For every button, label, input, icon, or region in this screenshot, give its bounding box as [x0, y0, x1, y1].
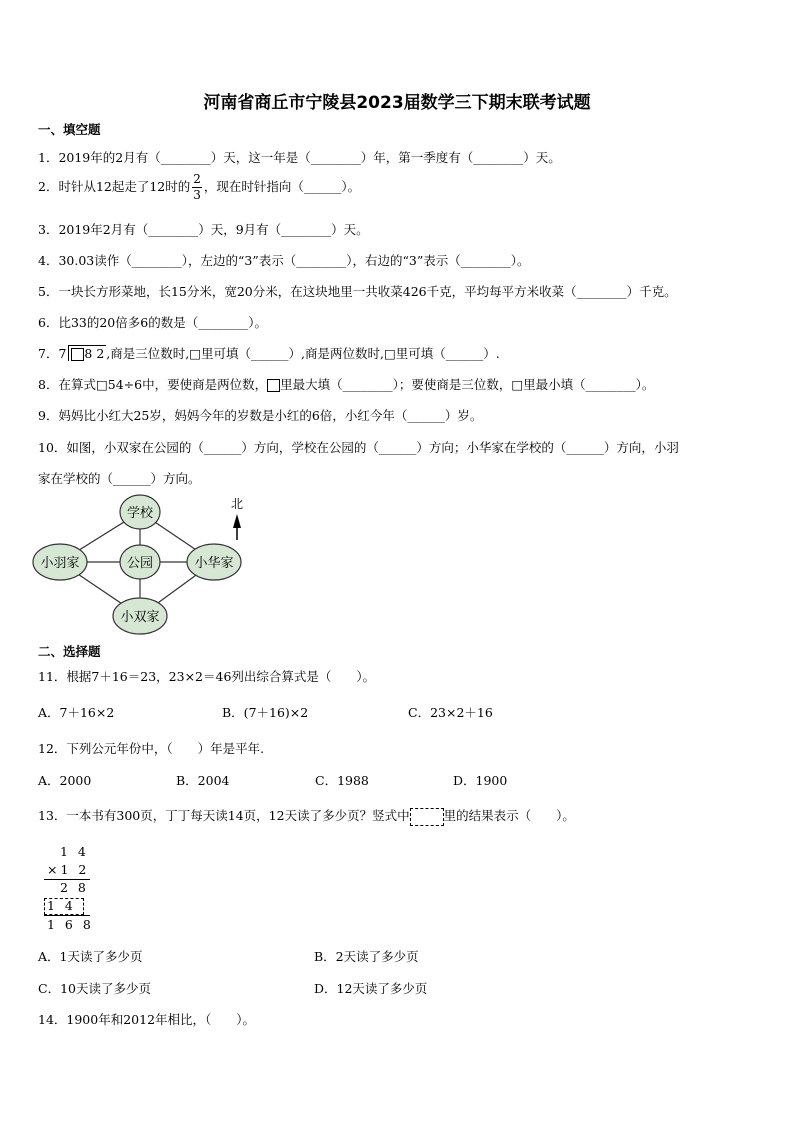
- q13-option-b[interactable]: B．2天读了多少页: [314, 949, 419, 964]
- fraction: [192, 172, 202, 203]
- question-8-pre: 8．在算式□54÷6中，要使商是两位数，: [38, 377, 268, 392]
- q12-option-d[interactable]: D．1900: [453, 773, 508, 788]
- question-1: 1．2019年的2月有（________）天，这一年是（________）年，第一季度有（________）天。: [38, 150, 561, 165]
- calc-line-2: [44, 915, 90, 916]
- label-xiaohua: 小华家: [194, 556, 234, 571]
- q12-option-c[interactable]: C．1988: [315, 773, 369, 788]
- page-title: 河南省商丘市宁陵县2023届数学三下期末联考试题: [203, 93, 591, 113]
- question-14: 14．1900年和2012年相比，（ ）。: [38, 1012, 256, 1027]
- q13-option-d[interactable]: D．12天读了多少页: [314, 981, 428, 996]
- question-2-post: ，现在时针指向（______）。: [203, 179, 361, 194]
- question-5: 5．一块长方形菜地，长15分米，宽20分米，在这块地里一共收菜426千克，平均每平方米收菜（________）千克。: [38, 284, 677, 299]
- label-park: 公园: [126, 556, 154, 571]
- calc-row-1: 1 4: [60, 844, 89, 859]
- question-6: 6．比33的20倍多6的数是（________）。: [38, 315, 267, 330]
- question-13-post: 里的结果表示（ ）。: [443, 808, 575, 823]
- question-13: [38, 806, 575, 826]
- q11-option-c[interactable]: C．23×2＋16: [408, 705, 493, 720]
- division-bracket: [68, 345, 106, 361]
- blank-box: [267, 379, 280, 392]
- question-4: 4．30.03读作（________），左边的“3”表示（________），右边的“3”表示（________）。: [38, 253, 530, 268]
- question-3: 3．2019年2月有（________）天，9月有（________）天。: [38, 222, 369, 237]
- question-11: 11．根据7＋16＝23，23×2＝46列出综合算式是（ ）。: [38, 669, 376, 684]
- question-7-post: ,商是三位数时,□里可填（______）,商是两位数时,□里可填（______）.: [106, 346, 500, 361]
- section-choice-heading: 二、选择题: [38, 644, 101, 659]
- question-7-pre: 7．7: [38, 346, 67, 361]
- blank-box: [71, 348, 84, 361]
- q13-option-c[interactable]: C．10天读了多少页: [38, 981, 151, 996]
- question-9: 9．妈妈比小红大25岁，妈妈今年的岁数是小红的6倍，小红今年（______）岁。: [38, 408, 483, 423]
- label-xiaoshuang: 小双家: [120, 610, 160, 625]
- question-2-pre: 2．时针从12起走了12时的: [38, 179, 191, 194]
- question-8-post: 里最大填（________）；要使商是三位数，□里最小填（________）。: [280, 377, 655, 392]
- question-7: [38, 344, 500, 362]
- section-fill-heading: 一、填空题: [38, 122, 101, 137]
- fraction-denominator: 3: [193, 188, 201, 202]
- question-10-line1: 10．如图，小双家在公园的（______）方向，学校在公园的（______）方向；小华家在学校的（______）方向，小羽: [38, 440, 679, 455]
- map-diagram: [32, 490, 262, 638]
- q13-option-a[interactable]: A．1天读了多少页: [38, 949, 143, 964]
- question-10-line2: 家在学校的（______）方向。: [38, 471, 201, 486]
- label-xiaoyu: 小羽家: [40, 556, 80, 571]
- q11-option-a[interactable]: A．7＋16×2: [38, 705, 115, 720]
- north-indicator: [231, 497, 243, 540]
- question-12: 12．下列公元年份中，（ ）年是平年.: [38, 741, 265, 756]
- q12-option-a[interactable]: A．2000: [38, 773, 92, 788]
- dividend-digits: 8 2: [84, 346, 105, 361]
- question-8: [38, 375, 654, 393]
- calc-row-2: ×1 2: [47, 862, 90, 877]
- q12-option-b[interactable]: B．2004: [176, 773, 230, 788]
- north-label: 北: [230, 497, 244, 511]
- calc-row-3: 2 8: [60, 880, 89, 895]
- question-2: [38, 172, 360, 203]
- question-13-pre: 13．一本书有300页，丁丁每天读14页，12天读了多少页？竖式中: [38, 808, 410, 823]
- calc-row-5: 1 6 8: [47, 917, 94, 932]
- calc-row-4: 1 4: [47, 898, 76, 913]
- dashed-box-icon: [410, 808, 444, 826]
- q11-option-b[interactable]: B．(7＋16)×2: [222, 705, 309, 720]
- fraction-numerator: 2: [193, 172, 201, 186]
- north-arrow-icon: [233, 514, 241, 528]
- label-school: 学校: [126, 506, 154, 521]
